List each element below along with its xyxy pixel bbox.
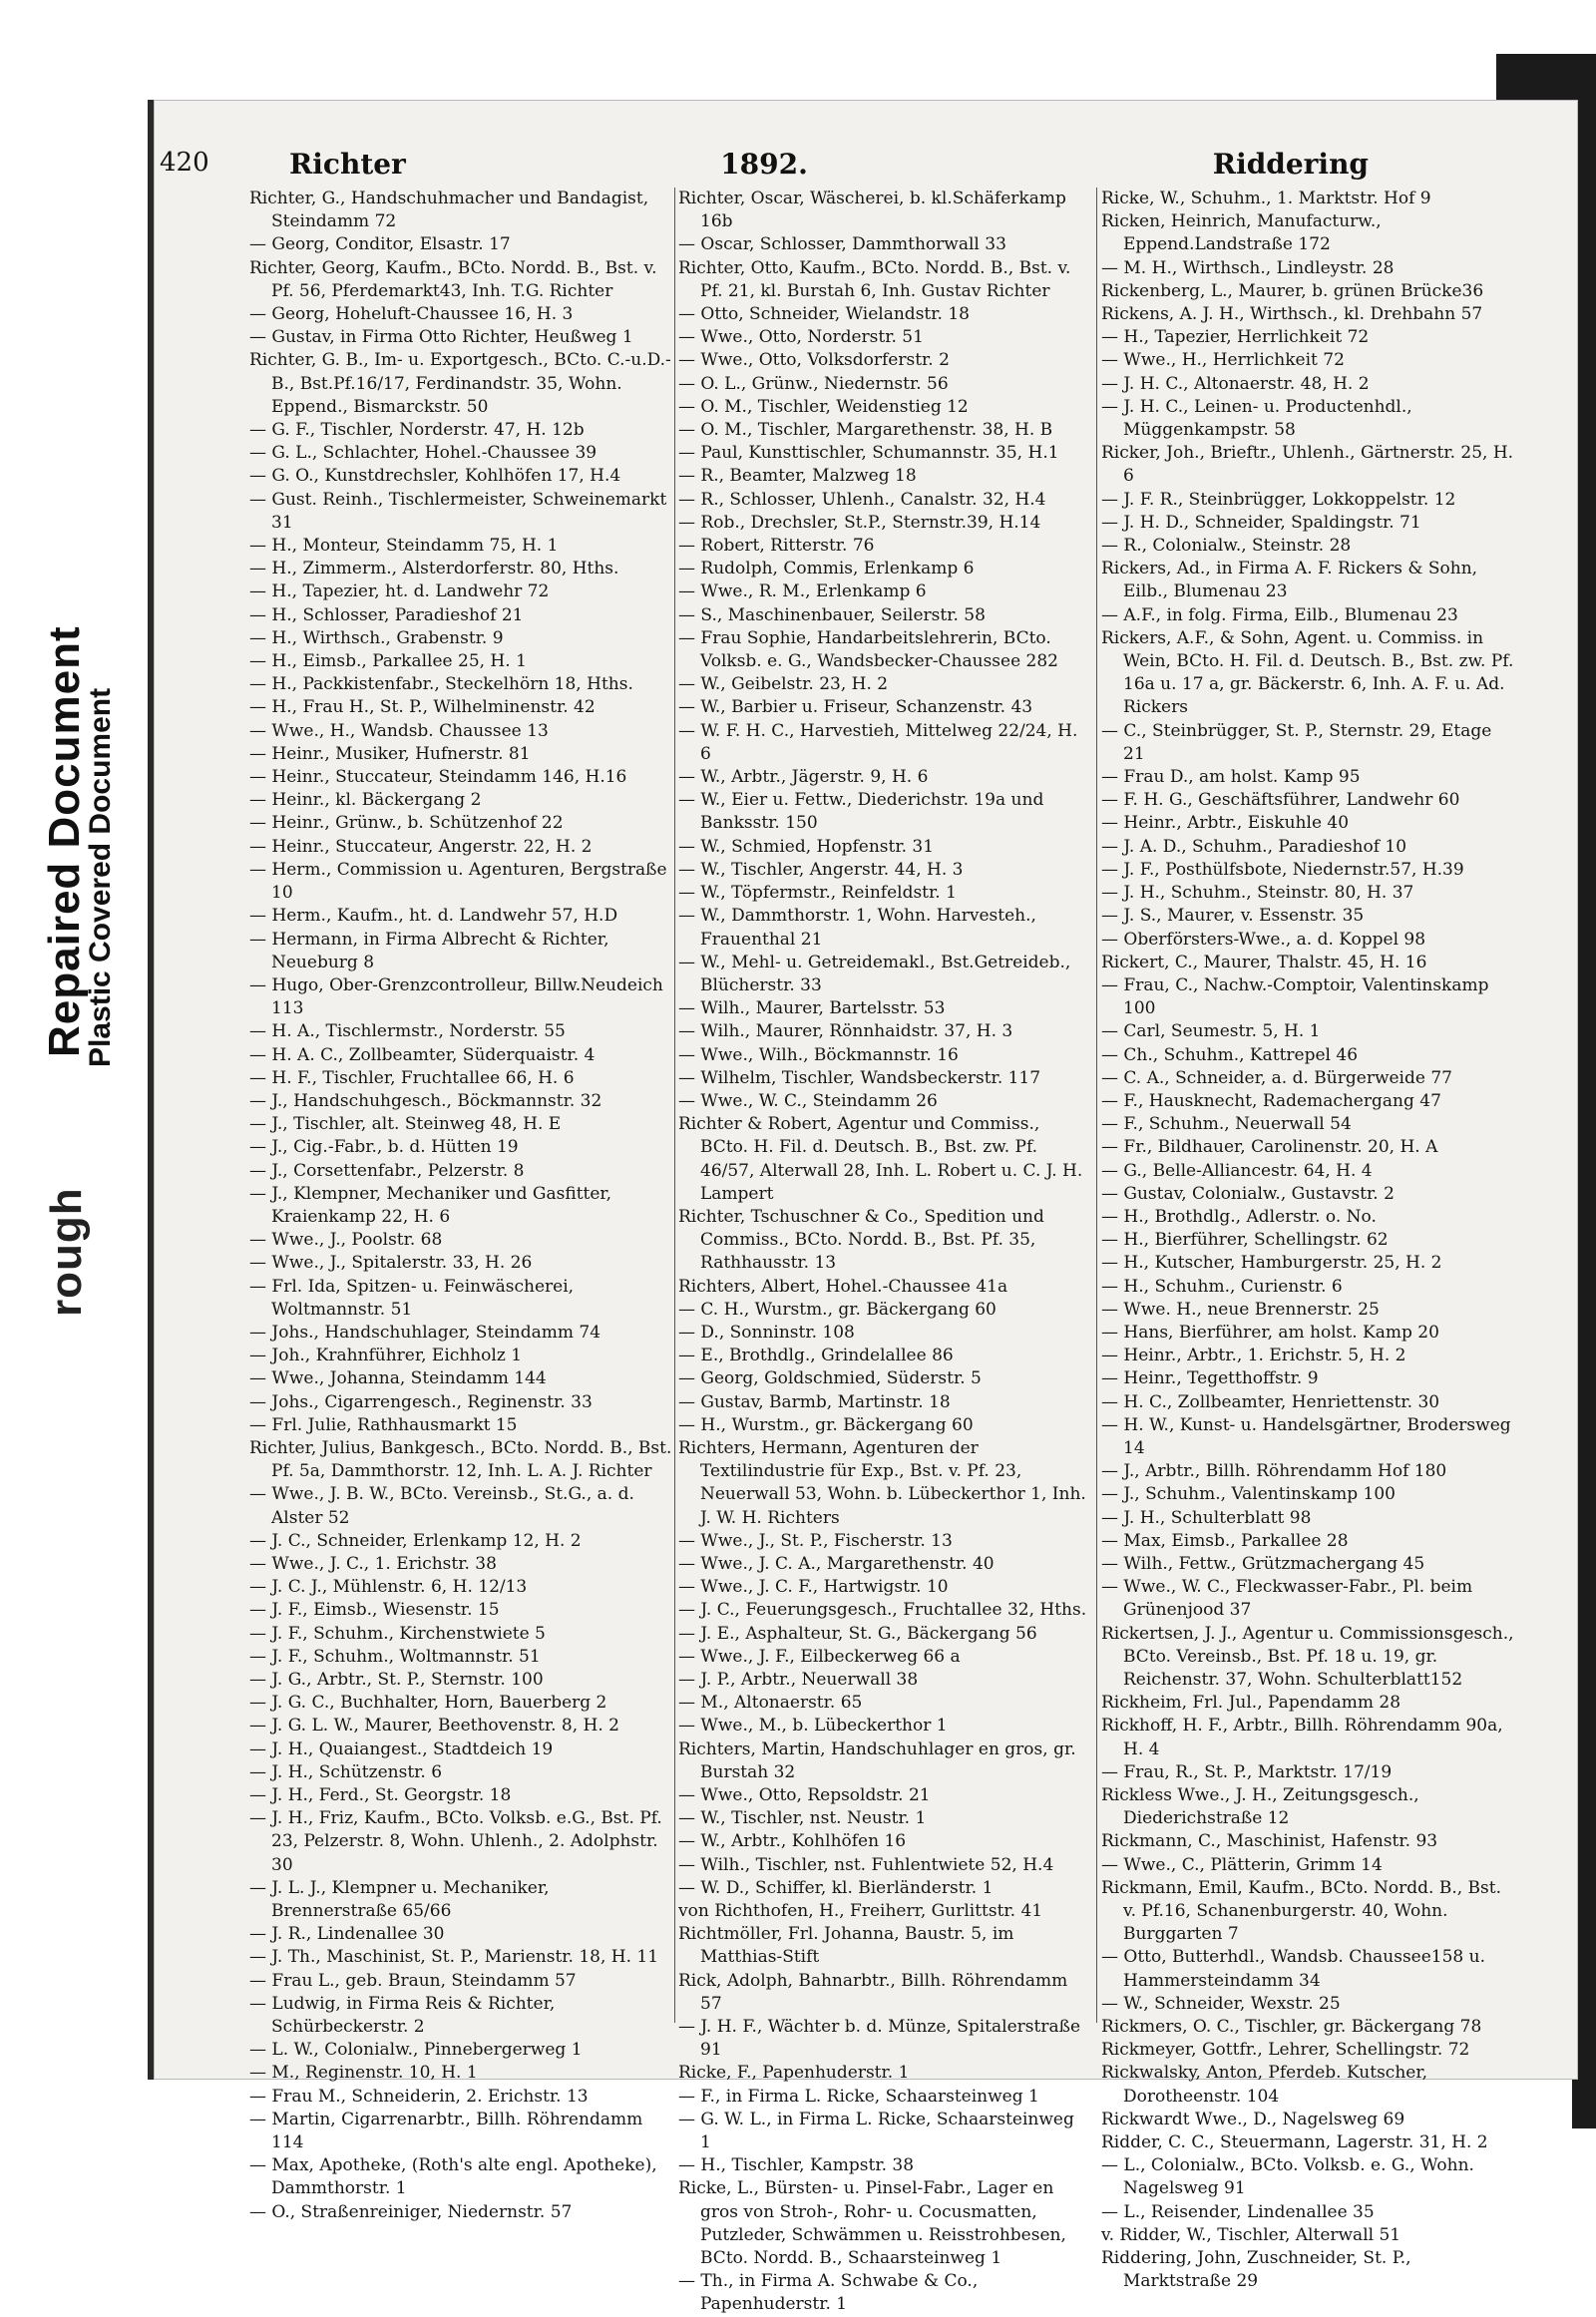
header-year: 1892.	[720, 148, 808, 181]
directory-entry: — Wwe., J. C. F., Hartwigstr. 10	[678, 1577, 949, 1598]
directory-entry: — Heinr., Arbtr., Eiskuhle 40	[1101, 813, 1350, 834]
directory-entry: — Otto, Butterhdl., Wandsb. Chaussee158 u. Hammersteindamm 34	[1101, 1947, 1486, 1991]
directory-entry: — Heinr., Musiker, Hufnerstr. 81	[249, 743, 531, 764]
directory-entry: — C. A., Schneider, a. d. Bürgerweide 77	[1101, 1067, 1452, 1088]
directory-entry: — M. H., Wirthsch., Lindleystr. 28	[1101, 257, 1395, 278]
page-header	[160, 148, 1369, 188]
directory-entry: — J. A. D., Schuhm., Paradieshof 10	[1101, 836, 1407, 857]
directory-entry: — J. G. L. W., Maurer, Beethovenstr. 8, H. 2	[249, 1716, 619, 1737]
directory-entry: — Th., in Firma A. Schwabe & Co., Papenhuderstr. 1	[678, 2271, 979, 2315]
header-left-keyword: Richter	[289, 148, 406, 181]
directory-entry: Richters, Albert, Hohel.-Chaussee 41a	[678, 1276, 1008, 1297]
directory-entry: — J., Arbtr., Billh. Röhrendamm Hof 180	[1101, 1461, 1447, 1482]
directory-entry: Rick, Adolph, Bahnarbtr., Billh. Röhrendamm 57	[678, 1970, 1068, 2014]
directory-entry: — J., Cig.-Fabr., b. d. Hütten 19	[249, 1137, 519, 1158]
directory-entry: — H., Schuhm., Curienstr. 6	[1101, 1276, 1343, 1297]
directory-entry: — Gustav, Barmb, Martinstr. 18	[678, 1391, 951, 1412]
directory-entry: — Georg, Conditor, Elsastr. 17	[249, 234, 511, 255]
repaired-document-stamp: Repaired Document	[40, 625, 89, 1057]
directory-entry: — Wilh., Tischler, nst. Fuhlentwiete 52, H.4	[678, 1854, 1054, 1875]
header-right-keyword: Riddering	[1212, 148, 1369, 181]
directory-entry: — Wwe., M., b. Lübeckerthor 1	[678, 1716, 948, 1737]
directory-entry: — Ch., Schuhm., Kattrepel 46	[1101, 1044, 1359, 1065]
directory-entry: — F., Hausknecht, Rademachergang 47	[1101, 1090, 1441, 1111]
directory-entry: — W., Barbier u. Friseur, Schanzenstr. 43	[678, 697, 1033, 718]
directory-entry: — O. M., Tischler, Margarethenstr. 38, H. B	[678, 420, 1053, 441]
directory-entry: — H., Monteur, Steindamm 75, H. 1	[249, 536, 559, 557]
directory-entry: — M., Reginenstr. 10, H. 1	[249, 2063, 478, 2084]
directory-entry: — Wwe., J., Spitalerstr. 33, H. 26	[249, 1253, 533, 1274]
directory-entry: — J. H., Friz, Kaufm., BCto. Volksb. e.G., Bst. Pf. 23, Pelzerstr. 8, Wohn. Uhlenh., 2. Adolphstr. 30	[249, 1808, 662, 1875]
directory-entry: — L., Reisender, Lindenallee 35	[1101, 2201, 1375, 2222]
directory-entry: — J. L. J., Klempner u. Mechaniker, Brennerstraße 65/66	[249, 1877, 550, 1922]
plastic-covered-stamp: Plastic Covered Document	[84, 687, 117, 1067]
directory-entry: — Wwe., J. C., 1. Erichstr. 38	[249, 1553, 497, 1574]
directory-entry: — Heinr., Grünw., b. Schützenhof 22	[249, 813, 564, 834]
directory-entry: — J. G. C., Buchhalter, Horn, Bauerberg 2	[249, 1693, 607, 1714]
directory-entry: — G. W. L., in Firma L. Ricke, Schaarsteinweg 1	[678, 2109, 1074, 2153]
directory-entry: — G., Belle-Alliancestr. 64, H. 4	[1101, 1160, 1373, 1181]
directory-entry: — W., Geibelstr. 23, H. 2	[678, 674, 889, 695]
directory-entry: — Georg, Hoheluft-Chaussee 16, H. 3	[249, 304, 574, 325]
directory-entry: — Wwe., J. C. A., Margarethenstr. 40	[678, 1553, 995, 1574]
directory-column-2	[678, 188, 1089, 2315]
directory-entry: — F. H. G., Geschäftsführer, Landwehr 60	[1101, 790, 1460, 811]
directory-entry: — Wwe., W. C., Steindamm 26	[678, 1090, 938, 1111]
directory-entry: — Oscar, Schlosser, Dammthorwall 33	[678, 234, 1006, 255]
directory-entry: — W., Schmied, Hopfenstr. 31	[678, 836, 935, 857]
directory-entry: — Max, Apotheke, (Roth's alte engl. Apotheke), Dammthorstr. 1	[249, 2155, 657, 2199]
directory-entry: — Rudolph, Commis, Erlenkamp 6	[678, 559, 975, 579]
directory-entry: — O. L., Grünw., Niedernstr. 56	[678, 373, 949, 394]
directory-entry: — H., Wirthsch., Grabenstr. 9	[249, 627, 504, 648]
directory-entry: — Fr., Bildhauer, Carolinenstr. 20, H. A	[1101, 1137, 1438, 1158]
directory-entry: Riddering, John, Zuschneider, St. P., Marktstraße 29	[1101, 2248, 1411, 2292]
directory-entry: — W. D., Schiffer, kl. Bierländerstr. 1	[678, 1877, 994, 1898]
directory-entry: Rickheim, Frl. Jul., Papendamm 28	[1101, 1693, 1401, 1714]
directory-entry: — Carl, Seumestr. 5, H. 1	[1101, 1021, 1321, 1042]
directory-entry: — Ludwig, in Firma Reis & Richter, Schürbeckerstr. 2	[249, 1993, 556, 2038]
directory-entry: — C., Steinbrügger, St. P., Sternstr. 29, Etage 21	[1101, 720, 1492, 764]
directory-entry: — J. C., Feuerungsgesch., Fruchtallee 32, Hths.	[678, 1600, 1087, 1621]
directory-entry: Ricke, F., Papenhuderstr. 1	[678, 2063, 910, 2084]
directory-entry: Rickmeyer, Gottfr., Lehrer, Schellingstr. 72	[1101, 2040, 1470, 2061]
column-divider	[1096, 188, 1097, 2023]
directory-entry: — Wilhelm, Tischler, Wandsbeckerstr. 117	[678, 1067, 1041, 1088]
directory-entry: Richter, G., Handschuhmacher und Bandagist, Steindamm 72	[249, 189, 649, 232]
directory-entry: — Martin, Cigarrenarbtr., Billh. Röhrendamm 114	[249, 2109, 643, 2153]
directory-entry: — F., in Firma L. Ricke, Schaarsteinweg 1	[678, 2086, 1039, 2107]
directory-entry: Rickmann, C., Maschinist, Hafenstr. 93	[1101, 1831, 1438, 1852]
directory-entry: Richter, G. B., Im- u. Exportgesch., BCto. C.-u.D.-B., Bst.Pf.16/17, Ferdinandstr. 35, Wohn. Eppend., Bismarckstr. 50	[249, 350, 671, 417]
directory-entry: — J. H., Schuhm., Steinstr. 80, H. 37	[1101, 883, 1414, 904]
directory-entry: Rickhoff, H. F., Arbtr., Billh. Röhrendamm 90a, H. 4	[1101, 1716, 1503, 1759]
directory-entry: — J. H., Ferd., St. Georgstr. 18	[249, 1785, 512, 1806]
directory-entry: — Paul, Kunsttischler, Schumannstr. 35, H.1	[678, 443, 1059, 464]
directory-entry: — L., Colonialw., BCto. Volksb. e. G., Wohn. Nagelsweg 91	[1101, 2155, 1474, 2199]
directory-entry: Richters, Martin, Handschuhlager en gros, gr. Burstah 32	[678, 1738, 1076, 1782]
directory-entry: — Wwe., J. F., Eilbeckerweg 66 a	[678, 1646, 961, 1667]
directory-entry: — Frau M., Schneiderin, 2. Erichstr. 13	[249, 2086, 589, 2107]
directory-entry: v. Ridder, W., Tischler, Alterwall 51	[1101, 2224, 1401, 2245]
directory-entry: — Frau, C., Nachw.-Comptoir, Valentinskamp 100	[1101, 974, 1489, 1019]
directory-entry: — Gustav, Colonialw., Gustavstr. 2	[1101, 1183, 1395, 1204]
directory-entry: — Wwe., Otto, Repsoldstr. 21	[678, 1785, 931, 1806]
directory-entry: — Wwe., R. M., Erlenkamp 6	[678, 581, 927, 602]
directory-entry: Richter, Georg, Kaufm., BCto. Nordd. B., Bst. v. Pf. 56, Pferdemarkt43, Inh. T.G. Richter	[249, 257, 657, 301]
directory-entry: — H. F., Tischler, Fruchtallee 66, H. 6	[249, 1067, 575, 1088]
directory-entry: — H. A., Tischlermstr., Norderstr. 55	[249, 1021, 566, 1042]
directory-entry: — J., Handschuhgesch., Böckmannstr. 32	[249, 1090, 602, 1111]
directory-entry: — J. C. J., Mühlenstr. 6, H. 12/13	[249, 1577, 528, 1598]
directory-entry: — W., Töpfermstr., Reinfeldstr. 1	[678, 883, 957, 904]
directory-entry: — J. H. F., Wächter b. d. Münze, Spitalerstraße 91	[678, 2017, 1081, 2061]
directory-entry: — J. Th., Maschinist, St. P., Marienstr. 18, H. 11	[249, 1947, 659, 1968]
directory-entry: — H., Wurstm., gr. Bäckergang 60	[678, 1414, 974, 1435]
directory-entry: Richters, Hermann, Agenturen der Textilindustrie für Exp., Bst. v. Pf. 23, Neuerwall 53, Wohn. b. Lübeckerthor 1, Inh. J. W. H. Richters	[678, 1437, 1086, 1528]
directory-entry: — Wwe., W. C., Fleckwasser-Fabr., Pl. beim Grünenjood 37	[1101, 1577, 1473, 1621]
directory-entry: — Heinr., Tegetthoffstr. 9	[1101, 1368, 1319, 1389]
directory-entry: Rickenberg, L., Maurer, b. grünen Brücke36	[1101, 280, 1484, 301]
scan-stamp-area	[0, 0, 150, 2171]
directory-entry: Rickert, C., Maurer, Thalstr. 45, H. 16	[1101, 952, 1427, 972]
directory-entry: Richter, Otto, Kaufm., BCto. Nordd. B., Bst. v. Pf. 21, kl. Burstah 6, Inh. Gustav Richter	[678, 257, 1071, 301]
directory-entry: — J. P., Arbtr., Neuerwall 38	[678, 1670, 919, 1690]
directory-entry: — W., Dammthorstr. 1, Wohn. Harvesteh., Frauenthal 21	[678, 906, 1036, 950]
directory-entry: — W., Schneider, Wexstr. 25	[1101, 1993, 1341, 2014]
directory-entry: — W. F. H. C., Harvestieh, Mittelweg 22/24, H. 6	[678, 720, 1078, 764]
directory-entry: — Wwe. H., neue Brennerstr. 25	[1101, 1299, 1380, 1320]
directory-entry: — Georg, Goldschmied, Süderstr. 5	[678, 1368, 982, 1389]
directory-entry: Rickmann, Emil, Kaufm., BCto. Nordd. B., Bst. v. Pf.16, Schanenburgerstr. 40, Wohn. Burggarten 7	[1101, 1877, 1501, 1945]
directory-entry: Rickers, Ad., in Firma A. F. Rickers & Sohn, Eilb., Blumenau 23	[1101, 559, 1478, 602]
directory-entry: — H. W., Kunst- u. Handelsgärtner, Brodersweg 14	[1101, 1414, 1511, 1458]
directory-entry: Rickless Wwe., J. H., Zeitungsgesch., Diederichstraße 12	[1101, 1785, 1419, 1829]
directory-entry: Ricke, L., Bürsten- u. Pinsel-Fabr., Lager en gros von Stroh-, Rohr- u. Cocusmatten, Putzleder, Schwämmen u. Reisstrohbesen, BCto. Nordd. B., Schaarsteinweg 1	[678, 2178, 1066, 2269]
directory-entry: Ricker, Joh., Brieftr., Uhlenh., Gärtnerstr. 25, H. 6	[1101, 443, 1514, 487]
directory-entry: Richter & Robert, Agentur und Commiss., BCto. H. Fil. d. Deutsch. B., Bst. zw. Pf. 46/57, Alterwall 28, Inh. L. Robert u. C. J. H. Lampert	[678, 1114, 1083, 1204]
directory-entry: — J. F., Eimsb., Wiesenstr. 15	[249, 1600, 500, 1621]
directory-entry: — Herm., Commission u. Agenturen, Bergstraße 10	[249, 859, 667, 904]
directory-entry: Rickers, A.F., & Sohn, Agent. u. Commiss. in Wein, BCto. H. Fil. d. Deutsch. B., Bst. zw. Pf. 16a u. 17 a, gr. Bäckerstr. 6, Inh. A. F. u. Ad. Rickers	[1101, 627, 1514, 718]
directory-entry: — Heinr., kl. Bäckergang 2	[249, 790, 482, 811]
directory-entry: — H., Bierführer, Schellingstr. 62	[1101, 1230, 1389, 1251]
directory-entry: — R., Schlosser, Uhlenh., Canalstr. 32, H.4	[678, 489, 1046, 510]
directory-entry: — J. F., Posthülfsbote, Niedernstr.57, H.39	[1101, 859, 1464, 880]
directory-entry: — G. F., Tischler, Norderstr. 47, H. 12b	[249, 420, 585, 441]
directory-entry: — Frau L., geb. Braun, Steindamm 57	[249, 1970, 577, 1991]
directory-entry: Rickens, A. J. H., Wirthsch., kl. Drehbahn 57	[1101, 304, 1483, 325]
directory-entry: — O. M., Tischler, Weidenstieg 12	[678, 396, 969, 417]
directory-entry: — Herm., Kaufm., ht. d. Landwehr 57, H.D	[249, 906, 618, 927]
directory-entry: — Wwe., C., Plätterin, Grimm 14	[1101, 1854, 1383, 1875]
directory-entry: — H., Kutscher, Hamburgerstr. 25, H. 2	[1101, 1253, 1442, 1274]
directory-entry: — Oberförsters-Wwe., a. d. Koppel 98	[1101, 929, 1426, 950]
directory-entry: — Wwe., H., Herrlichkeit 72	[1101, 350, 1345, 371]
directory-entry: — Wwe., Otto, Norderstr. 51	[678, 327, 924, 348]
directory-entry: — H. A. C., Zollbeamter, Süderquaistr. 4	[249, 1044, 596, 1065]
directory-entry: — H., Frau H., St. P., Wilhelminenstr. 42	[249, 697, 596, 718]
directory-entry: — H., Tischler, Kampstr. 38	[678, 2155, 915, 2176]
directory-entry: — S., Maschinenbauer, Seilerstr. 58	[678, 604, 986, 625]
directory-entry: — Wwe., J. B. W., BCto. Vereinsb., St.G., a. d. Alster 52	[249, 1484, 634, 1528]
directory-entry: — Hugo, Ober-Grenzcontrolleur, Billw.Neudeich 113	[249, 974, 663, 1019]
directory-entry: — J. F., Schuhm., Woltmannstr. 51	[249, 1646, 541, 1667]
directory-entry: — Wwe., H., Wandsb. Chaussee 13	[249, 720, 549, 741]
directory-entry: — W., Eier u. Fettw., Diederichstr. 19a und Banksstr. 150	[678, 790, 1044, 834]
directory-column-3	[1101, 188, 1514, 2292]
directory-entry: — G. L., Schlachter, Hohel.-Chaussee 39	[249, 443, 598, 464]
directory-entry: — Wilh., Maurer, Bartelsstr. 53	[678, 998, 946, 1019]
directory-entry: — W., Tischler, Angerstr. 44, H. 3	[678, 859, 964, 880]
directory-entry: Rickertsen, J. J., Agentur u. Commissionsgesch., BCto. Vereinsb., Bst. Pf. 18 u. 19, gr. Reichenstr. 37, Wohn. Schulterblatt152	[1101, 1623, 1514, 1690]
directory-entry: Richter, Tschuschner & Co., Spedition und Commiss., BCto. Nordd. B., Bst. Pf. 35, Rathhausstr. 13	[678, 1206, 1044, 1274]
directory-entry: — J. H., Quaiangest., Stadtdeich 19	[249, 1738, 554, 1759]
directory-entry: — Wwe., J., St. P., Fischerstr. 13	[678, 1530, 953, 1551]
directory-entry: — Frl. Julie, Rathhausmarkt 15	[249, 1414, 518, 1435]
directory-entry: — W., Arbtr., Jägerstr. 9, H. 6	[678, 767, 929, 788]
directory-entry: — Max, Eimsb., Parkallee 28	[1101, 1530, 1349, 1551]
directory-entry: Richter, Julius, Bankgesch., BCto. Nordd. B., Bst. Pf. 5a, Dammthorstr. 12, Inh. L. A. J. Richter	[249, 1437, 672, 1482]
directory-entry: Richtmöller, Frl. Johanna, Baustr. 5, im Matthias-Stift	[678, 1924, 1014, 1968]
directory-entry: — H., Zimmerm., Alsterdorferstr. 80, Hths.	[249, 559, 619, 579]
directory-entry: — Frau D., am holst. Kamp 95	[1101, 767, 1361, 788]
directory-entry: — R., Beamter, Malzweg 18	[678, 466, 917, 487]
directory-column-1	[249, 188, 678, 2222]
directory-entry: — J. H. C., Altonaerstr. 48, H. 2	[1101, 373, 1370, 394]
directory-entry: — Gust. Reinh., Tischlermeister, Schweinemarkt 31	[249, 489, 667, 533]
directory-entry: — Frl. Ida, Spitzen- u. Feinwäscherei, Woltmannstr. 51	[249, 1276, 575, 1320]
directory-entry: — Wilh., Fettw., Grützmachergang 45	[1101, 1553, 1425, 1574]
directory-entry: von Richthofen, H., Freiherr, Gurlittstr. 41	[678, 1901, 1043, 1922]
directory-entry: Ricke, W., Schuhm., 1. Marktstr. Hof 9	[1101, 189, 1431, 208]
directory-entry: — Heinr., Stuccateur, Steindamm 146, H.16	[249, 767, 627, 788]
directory-entry: — J., Tischler, alt. Steinweg 48, H. E	[249, 1114, 562, 1135]
directory-entry: — G. O., Kunstdrechsler, Kohlhöfen 17, H.4	[249, 466, 621, 487]
directory-entry: — H. C., Zollbeamter, Henriettenstr. 30	[1101, 1391, 1440, 1412]
directory-entry: — Rob., Drechsler, St.P., Sternstr.39, H.14	[678, 512, 1041, 533]
directory-entry: — H., Tapezier, Herrlichkeit 72	[1101, 327, 1370, 348]
directory-entry: Ricken, Heinrich, Manufacturw., Eppend.Landstraße 172	[1101, 211, 1382, 255]
directory-entry: Ridder, C. C., Steuermann, Lagerstr. 31, H. 2	[1101, 2132, 1488, 2153]
directory-entry: — Wwe., J., Poolstr. 68	[249, 1230, 443, 1251]
directory-entry: — J. H., Schützenstr. 6	[249, 1761, 443, 1782]
directory-entry: — A.F., in folg. Firma, Eilb., Blumenau 23	[1101, 604, 1458, 625]
directory-entry: — Johs., Handschuhlager, Steindamm 74	[249, 1322, 601, 1343]
directory-entry: — J., Klempner, Mechaniker und Gasfitter, Kraienkamp 22, H. 6	[249, 1183, 612, 1227]
page-number: 420	[160, 148, 209, 178]
directory-entry: — J. H., Schulterblatt 98	[1101, 1507, 1312, 1528]
directory-entry: — Otto, Schneider, Wielandstr. 18	[678, 304, 970, 325]
directory-entry: — Wwe., Otto, Volksdorferstr. 2	[678, 350, 950, 371]
directory-entry: Richter, Oscar, Wäscherei, b. kl.Schäferkamp 16b	[678, 189, 1066, 232]
directory-entry: — R., Colonialw., Steinstr. 28	[1101, 536, 1352, 557]
directory-entry: — J. H. D., Schneider, Spaldingstr. 71	[1101, 512, 1421, 533]
directory-entry: — Johs., Cigarrengesch., Reginenstr. 33	[249, 1391, 593, 1412]
directory-entry: — Frau Sophie, Handarbeitslehrerin, BCto. Volksb. e. G., Wandsbecker-Chaussee 282	[678, 627, 1059, 672]
directory-entry: — H., Eimsb., Parkallee 25, H. 1	[249, 651, 527, 672]
directory-entry: — O., Straßenreiniger, Niedernstr. 57	[249, 2201, 573, 2222]
directory-entry: — H., Brothdlg., Adlerstr. o. No.	[1101, 1206, 1377, 1227]
directory-entry: — Heinr., Stuccateur, Angerstr. 22, H. 2	[249, 836, 593, 857]
directory-entry: — Joh., Krahnführer, Eichholz 1	[249, 1346, 523, 1366]
directory-entry: — C. H., Wurstm., gr. Bäckergang 60	[678, 1299, 997, 1320]
directory-entry: — J. C., Schneider, Erlenkamp 12, H. 2	[249, 1530, 582, 1551]
directory-entry: — H., Packkistenfabr., Steckelhörn 18, Hths.	[249, 674, 633, 695]
directory-entry: — Wilh., Maurer, Rönnhaidstr. 37, H. 3	[678, 1021, 1013, 1042]
directory-entry: Rickwalsky, Anton, Pferdeb. Kutscher, Dorotheenstr. 104	[1101, 2063, 1427, 2107]
directory-entry: — W., Arbtr., Kohlhöfen 16	[678, 1831, 907, 1852]
directory-entry: — J. R., Lindenallee 30	[249, 1924, 445, 1945]
directory-entry: — J. F., Schuhm., Kirchenstwiete 5	[249, 1623, 546, 1644]
directory-entry: — Heinr., Arbtr., 1. Erichstr. 5, H. 2	[1101, 1346, 1406, 1366]
directory-entry: — M., Altonaerstr. 65	[678, 1693, 863, 1714]
directory-entry: — J. S., Maurer, v. Essenstr. 35	[1101, 906, 1365, 927]
directory-entry: — Gustav, in Firma Otto Richter, Heußweg 1	[249, 327, 633, 348]
directory-entry: — J. E., Asphalteur, St. G., Bäckergang 56	[678, 1623, 1037, 1644]
directory-entry: — J. G., Arbtr., St. P., Sternstr. 100	[249, 1670, 544, 1690]
directory-entry: — Hans, Bierführer, am holst. Kamp 20	[1101, 1322, 1439, 1343]
directory-entry: — L. W., Colonialw., Pinnebergerweg 1	[249, 2040, 583, 2061]
directory-entry: — J. F. R., Steinbrügger, Lokkoppelstr. 12	[1101, 489, 1456, 510]
directory-entry: — J., Corsettenfabr., Pelzerstr. 8	[249, 1160, 525, 1181]
directory-entry: — H., Tapezier, ht. d. Landwehr 72	[249, 581, 550, 602]
directory-entry: — Frau, R., St. P., Marktstr. 17/19	[1101, 1761, 1393, 1782]
directory-entry: — Wwe., Wilh., Böckmannstr. 16	[678, 1044, 959, 1065]
directory-entry: — D., Sonninstr. 108	[678, 1322, 855, 1343]
directory-entry: — W., Mehl- u. Getreidemakl., Bst.Getreideb., Blücherstr. 33	[678, 952, 1071, 995]
directory-entry: — F., Schuhm., Neuerwall 54	[1101, 1114, 1352, 1135]
directory-entry: Rickmers, O. C., Tischler, gr. Bäckergang 78	[1101, 2017, 1482, 2038]
directory-entry: — Wwe., Johanna, Steindamm 144	[249, 1368, 547, 1389]
rough-stamp: rough	[42, 1187, 91, 1317]
directory-entry: — J. H. C., Leinen- u. Productenhdl., Müggenkampstr. 58	[1101, 396, 1412, 441]
directory-entry: — W., Tischler, nst. Neustr. 1	[678, 1808, 927, 1829]
directory-entry: — J., Schuhm., Valentinskamp 100	[1101, 1484, 1396, 1505]
directory-entry: — H., Schlosser, Paradieshof 21	[249, 604, 524, 625]
directory-entry: — Hermann, in Firma Albrecht & Richter, Neueburg 8	[249, 929, 609, 972]
directory-entry: — E., Brothdlg., Grindelallee 86	[678, 1346, 954, 1366]
directory-entry: Rickwardt Wwe., D., Nagelsweg 69	[1101, 2109, 1405, 2129]
directory-entry: — Robert, Ritterstr. 76	[678, 536, 875, 557]
